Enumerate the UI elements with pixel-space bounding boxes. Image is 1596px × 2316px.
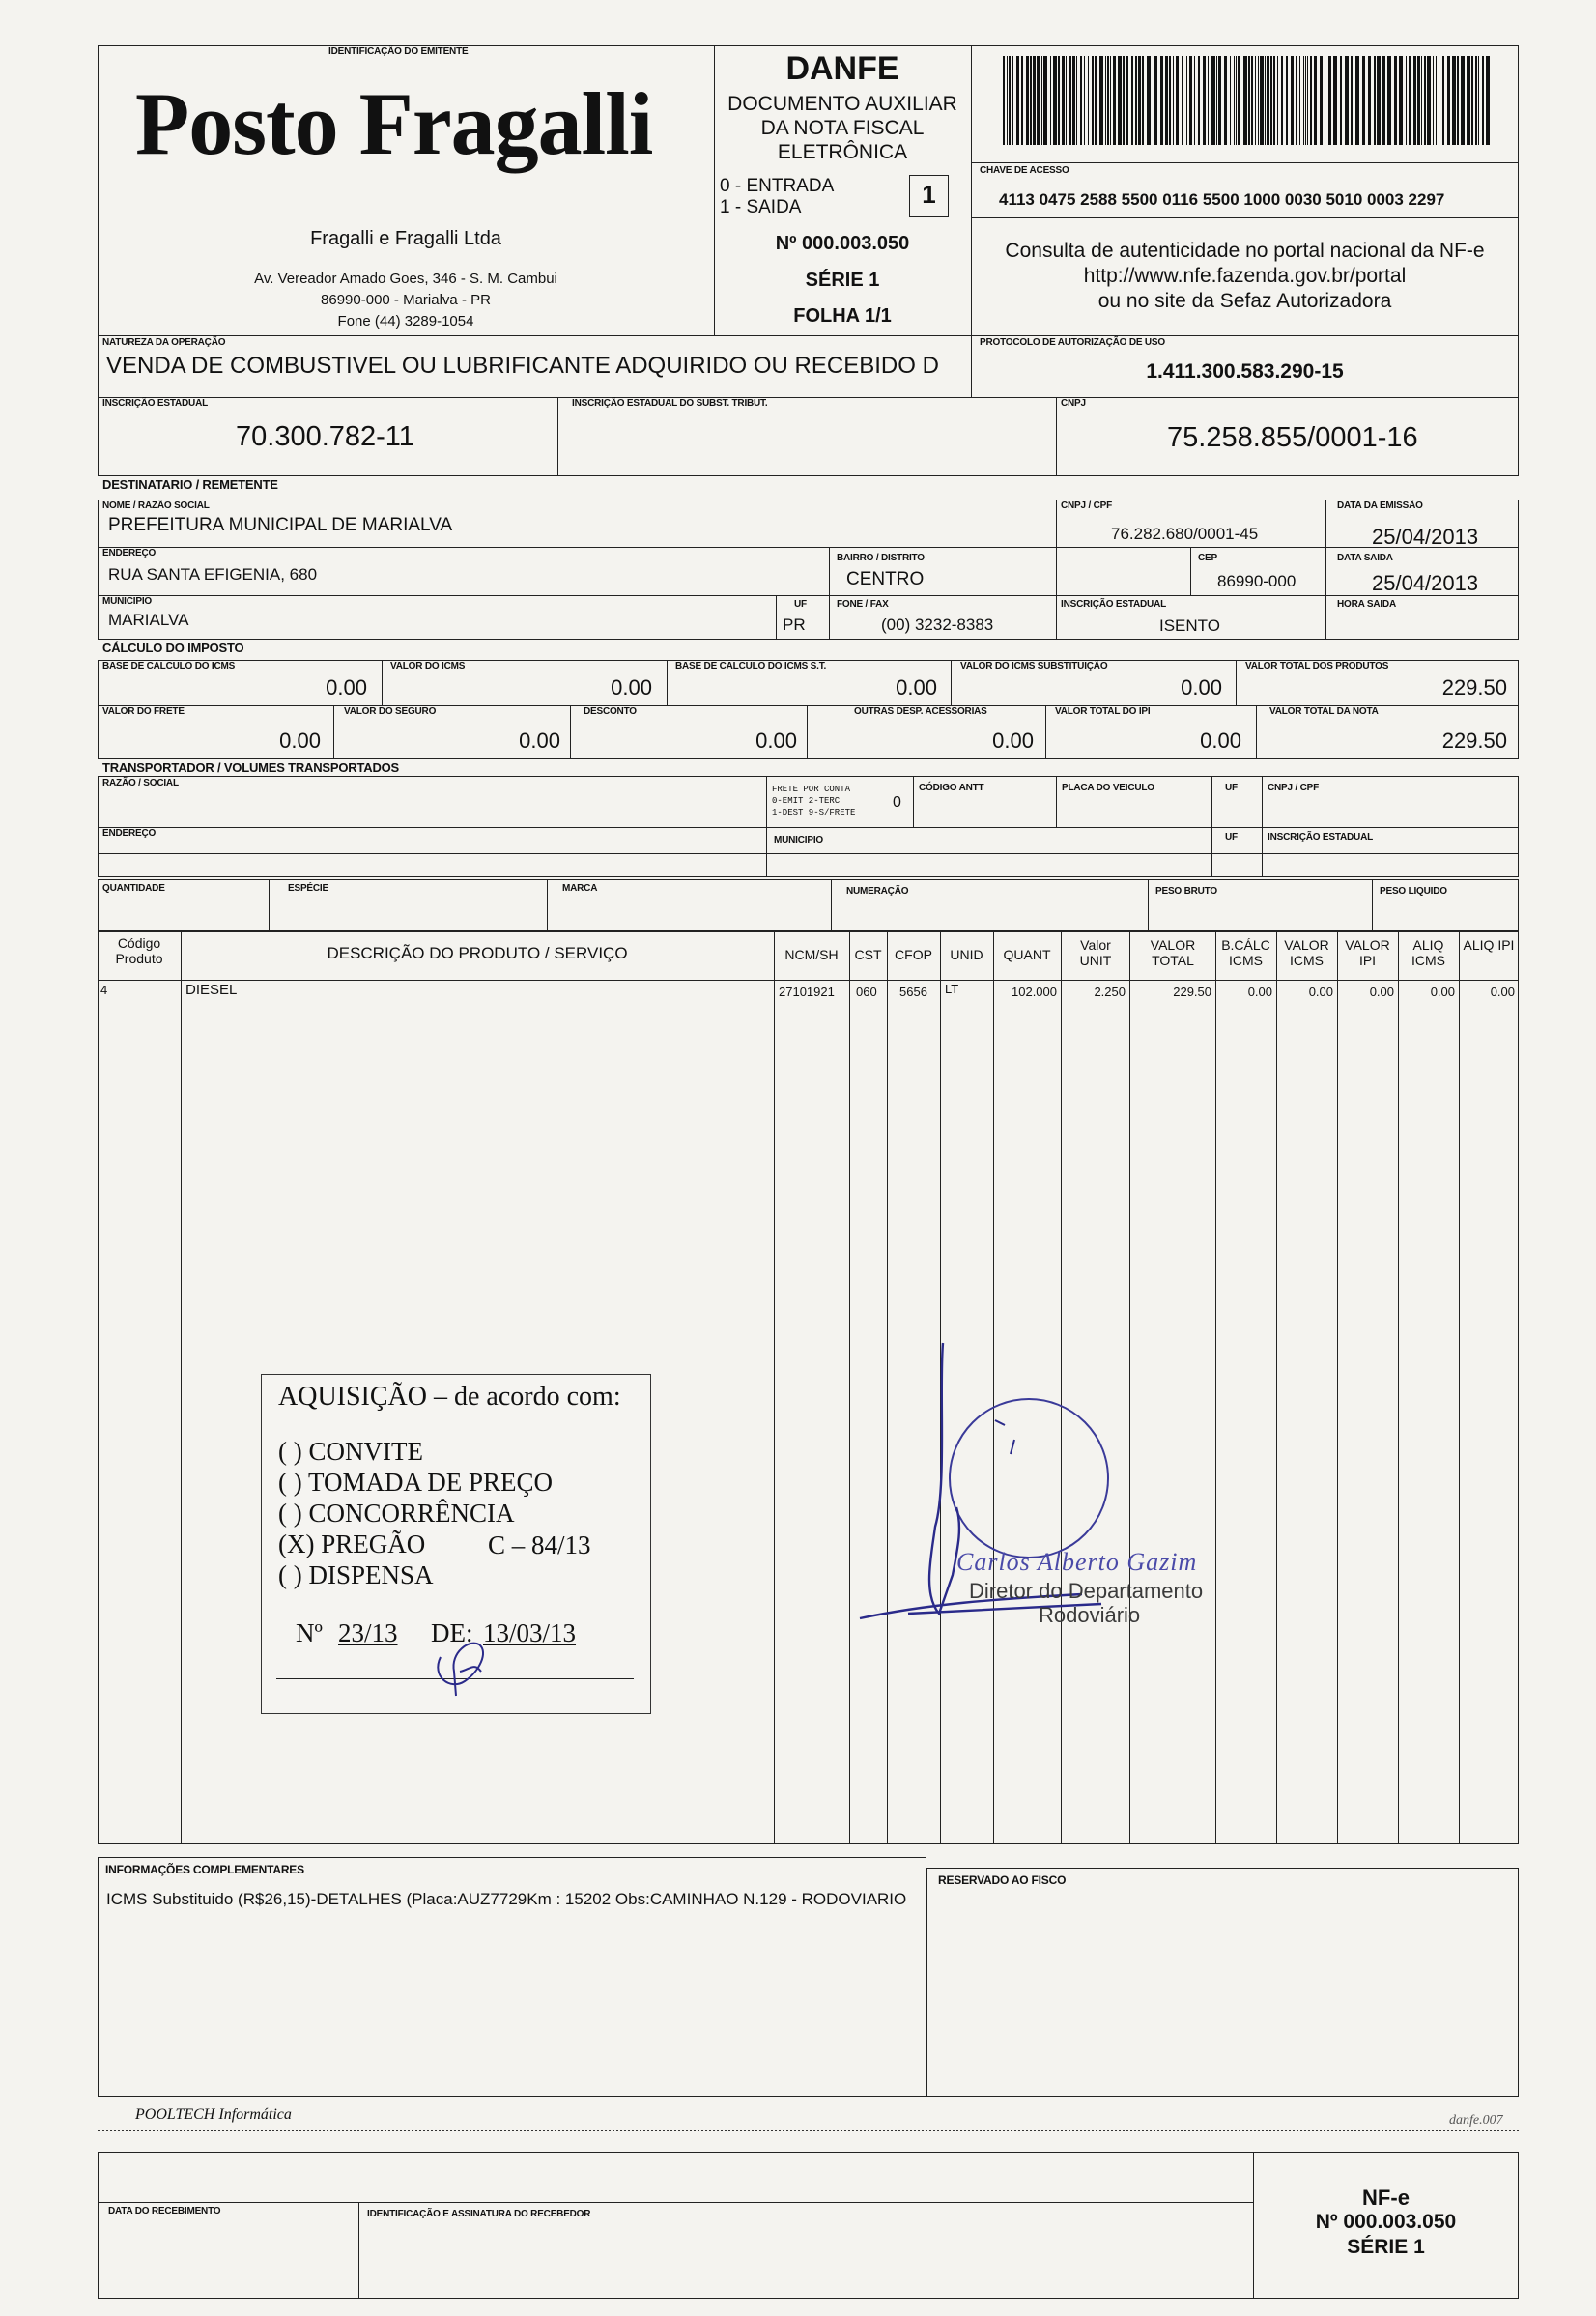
barcode-bar	[1072, 56, 1075, 145]
col-valor-ipi: VALOR IPI	[1345, 937, 1390, 968]
barcode-bar	[1457, 56, 1459, 145]
barcode-bar	[1126, 56, 1128, 145]
complementares-label: INFORMAÇÕES COMPLEMENTARES	[105, 1863, 304, 1876]
barcode-bar	[1154, 56, 1157, 145]
barcode-bar	[1016, 56, 1019, 145]
assinatura-recebedor-label: IDENTIFICAÇÃO E ASSINATURA DO RECEBEDOR	[367, 2209, 591, 2219]
row-valor-total: 229.50	[1173, 985, 1211, 999]
barcode-bar	[1218, 56, 1221, 145]
barcode-bar	[1107, 56, 1109, 145]
chave-value: 4113 0475 2588 5500 0116 5500 1000 0030 5010 0003 2297	[999, 190, 1445, 209]
base-icms-st: 0.00	[896, 675, 937, 700]
complementares-text: ICMS Substituido (R$26,15)-DETALHES (Placa:AUZ7729Km : 15202 Obs:CAMINHAO N.129 - RODOVIARIO	[106, 1890, 907, 1908]
barcode-bar	[1305, 56, 1306, 145]
valor-frete: 0.00	[279, 729, 321, 753]
dest-bairro: CENTRO	[846, 569, 925, 589]
barcode-bar	[1173, 56, 1174, 145]
canhoto-serie: SÉRIE 1	[1347, 2236, 1425, 2258]
barcode-bar	[1421, 56, 1422, 145]
barcode-bar	[1058, 56, 1060, 145]
outras-despesas: 0.00	[992, 729, 1034, 753]
barcode-bar	[1037, 56, 1040, 145]
barcode-bar	[1198, 56, 1200, 145]
destinatario-section-label: DESTINATARIO / REMETENTE	[102, 477, 278, 492]
barcode-bar	[1088, 56, 1089, 145]
emitente-fone: Fone (44) 3289-1054	[337, 313, 474, 329]
barcode-bar	[1099, 56, 1103, 145]
barcode-bar	[1467, 56, 1468, 145]
barcode-bar	[1224, 56, 1227, 145]
col-codigo: Código Produto	[115, 935, 163, 966]
barcode-bar	[1267, 56, 1269, 145]
barcode-bar	[1427, 56, 1431, 145]
barcode-bar	[1238, 56, 1240, 145]
barcode-bar	[1160, 56, 1163, 145]
dest-fone: (00) 3232-8383	[881, 615, 994, 634]
barcode-bar	[1409, 56, 1411, 145]
barcode-bar	[1043, 56, 1047, 145]
barcode-bar	[1176, 56, 1179, 145]
software-credit: POOLTECH Informática	[135, 2106, 292, 2123]
barcode-bar	[1243, 56, 1247, 145]
natureza-label: NATUREZA DA OPERAÇÃO	[102, 337, 226, 348]
barcode-bar	[1333, 56, 1337, 145]
barcode-bar	[1012, 56, 1013, 145]
barcode-bar	[1113, 56, 1116, 145]
cnpj-emit-value: 75.258.855/0001-16	[1167, 422, 1418, 453]
barcode-bar	[1475, 56, 1477, 145]
modalidade-frete: 0	[893, 794, 901, 811]
barcode-bar	[1447, 56, 1450, 145]
barcode-bar	[1258, 56, 1259, 145]
stamp-pregao-ref: C – 84/13	[488, 1530, 591, 1559]
col-valor-total: VALOR TOTAL	[1150, 937, 1196, 968]
barcode-bar	[1482, 56, 1484, 145]
row-valor-icms: 0.00	[1308, 985, 1333, 999]
barcode-bar	[1138, 56, 1141, 145]
barcode-bar	[1110, 56, 1111, 145]
barcode-bar	[1478, 56, 1479, 145]
total-nota: 229.50	[1441, 729, 1507, 753]
dest-municipio: MARIALVA	[108, 611, 189, 629]
ie-label: INSCRIÇÃO ESTADUAL	[102, 398, 208, 409]
barcode-bar	[1442, 56, 1444, 145]
barcode-bar	[1009, 56, 1011, 145]
barcode-bar	[1307, 56, 1308, 145]
barcode-bar	[1486, 56, 1490, 145]
dest-ie: ISENTO	[1159, 616, 1220, 635]
barcode-bar	[1095, 56, 1097, 145]
danfe-numero: Nº 000.003.050	[775, 233, 910, 254]
barcode-bar	[1147, 56, 1151, 145]
row-bc-icms: 0.00	[1247, 985, 1272, 999]
dest-cnpj: 76.282.680/0001-45	[1111, 525, 1259, 543]
ie-st-label: INSCRIÇÃO ESTADUAL DO SUBST. TRIBUT.	[572, 398, 768, 409]
barcode-bar	[1368, 56, 1371, 145]
dest-cep: 86990-000	[1217, 572, 1297, 590]
danfe-subtitle-2: DA NOTA FISCAL	[760, 117, 925, 139]
signature-cargo-1: Diretor do Departamento	[969, 1579, 1204, 1603]
danfe-subtitle-1: DOCUMENTO AUXILIAR	[727, 93, 957, 115]
imposto-section-label: CÁLCULO DO IMPOSTO	[102, 641, 244, 655]
barcode-bar	[1394, 56, 1397, 145]
stamp-pregao: (X) PREGÃO	[278, 1530, 426, 1558]
barcode-bar	[1041, 56, 1042, 145]
emitente-cep-cidade: 86990-000 - Marialva - PR	[321, 292, 491, 308]
barcode-bar	[1461, 56, 1465, 145]
canhoto-nfe: NF-e	[1362, 2186, 1410, 2210]
barcode-bar	[1236, 56, 1237, 145]
barcode-bar	[1123, 56, 1125, 145]
barcode-bar	[1182, 56, 1183, 145]
col-descricao: DESCRIÇÃO DO PRODUTO / SERVIÇO	[327, 944, 628, 962]
barcode-bar	[1471, 56, 1473, 145]
barcode-bar	[1377, 56, 1381, 145]
barcode-bar	[1413, 56, 1416, 145]
barcode-bar	[1296, 56, 1297, 145]
protocolo-label: PROTOCOLO DE AUTORIZAÇÃO DE USO	[980, 337, 1165, 348]
company-logo: Posto Fragalli	[135, 74, 653, 173]
protocolo-value: 1.411.300.583.290-15	[1146, 360, 1344, 383]
barcode-bar	[1165, 56, 1168, 145]
barcode-bar	[1053, 56, 1057, 145]
barcode-bar	[1131, 56, 1133, 145]
barcode-bar	[1118, 56, 1122, 145]
barcode-bar	[1234, 56, 1235, 145]
barcode-bar	[1169, 56, 1171, 145]
dest-endereco: RUA SANTA EFIGENIA, 680	[108, 565, 318, 584]
barcode-bar	[1092, 56, 1094, 145]
valor-seguro: 0.00	[519, 729, 560, 753]
col-valor-unit: Valor UNIT	[1079, 937, 1112, 968]
barcode-bar	[1203, 56, 1206, 145]
barcode-bar	[1186, 56, 1187, 145]
barcode-bar	[1069, 56, 1071, 145]
barcode-bar	[1066, 56, 1067, 145]
fisco-label: RESERVADO AO FISCO	[938, 1873, 1067, 1887]
barcode-bar	[1273, 56, 1275, 145]
barcode-bar	[1314, 56, 1317, 145]
barcode-bar	[1248, 56, 1250, 145]
barcode-bar	[1281, 56, 1283, 145]
row-aliq-ipi: 0.00	[1490, 985, 1515, 999]
barcode-bar	[1208, 56, 1209, 145]
danfe-serie: SÉRIE 1	[805, 270, 880, 291]
dest-saida: 25/04/2013	[1372, 571, 1479, 595]
stamp-title: AQUISIÇÃO – de acordo com:	[278, 1382, 621, 1412]
barcode	[1001, 56, 1494, 145]
barcode-bar	[1406, 56, 1407, 145]
barcode-bar	[1340, 56, 1342, 145]
barcode-bar	[1026, 56, 1029, 145]
barcode-bar	[1251, 56, 1253, 145]
barcode-bar	[1417, 56, 1420, 145]
barcode-bar	[1424, 56, 1426, 145]
danfe-tipo: 1	[922, 180, 936, 209]
barcode-bar	[1299, 56, 1300, 145]
barcode-bar	[1021, 56, 1023, 145]
dest-emissao: 25/04/2013	[1372, 525, 1479, 549]
ie-value: 70.300.782-11	[236, 421, 414, 452]
total-produtos: 229.50	[1441, 675, 1507, 700]
danfe-saida: 1 - SAIDA	[720, 197, 802, 217]
row-valor-ipi: 0.00	[1369, 985, 1394, 999]
barcode-bar	[1211, 56, 1215, 145]
row-cst: 060	[856, 985, 877, 999]
danfe-entrada: 0 - ENTRADA	[720, 176, 835, 196]
barcode-bar	[1050, 56, 1051, 145]
barcode-bar	[1076, 56, 1077, 145]
danfe-title: DANFE	[785, 50, 899, 87]
canhoto-numero: Nº 000.003.050	[1315, 2211, 1457, 2233]
col-cfop: CFOP	[895, 947, 932, 962]
barcode-bar	[1255, 56, 1256, 145]
col-valor-icms: VALOR ICMS	[1284, 937, 1329, 968]
row-codigo: 4	[100, 983, 108, 997]
consulta-line-1: Consulta de autenticidade no portal nacional da NF-e	[1005, 240, 1485, 262]
row-cfop: 5656	[899, 985, 927, 999]
barcode-bar	[1387, 56, 1391, 145]
barcode-bar	[1194, 56, 1195, 145]
barcode-bar	[1355, 56, 1359, 145]
barcode-bar	[1265, 56, 1266, 145]
transportador-section-label: TRANSPORTADOR / VOLUMES TRANSPORTADOS	[102, 760, 400, 775]
signature-name: Carlos Alberto Gazim	[956, 1548, 1198, 1576]
barcode-bar	[1062, 56, 1065, 145]
barcode-bar	[1310, 56, 1312, 145]
danfe-subtitle-3: ELETRÔNICA	[777, 141, 908, 163]
valor-ipi: 0.00	[1200, 729, 1241, 753]
barcode-bar	[1080, 56, 1082, 145]
barcode-bar	[1351, 56, 1353, 145]
stamp-numero: 23/13	[338, 1618, 398, 1647]
barcode-bar	[1260, 56, 1264, 145]
barcode-bar	[1362, 56, 1365, 145]
barcode-bar	[1105, 56, 1106, 145]
barcode-bar	[1135, 56, 1137, 145]
col-quant: QUANT	[1003, 947, 1051, 962]
valor-icms: 0.00	[611, 675, 652, 700]
barcode-bar	[1084, 56, 1085, 145]
barcode-bar	[1030, 56, 1032, 145]
stamp-initials-signature	[421, 1633, 508, 1701]
consulta-line-2: http://www.nfe.fazenda.gov.br/portal	[1083, 265, 1407, 287]
barcode-bar	[1189, 56, 1192, 145]
col-cst: CST	[854, 947, 882, 962]
danfe-code: danfe.007	[1449, 2113, 1503, 2128]
barcode-bar	[1142, 56, 1144, 145]
base-icms: 0.00	[326, 675, 367, 700]
cnpj-emit-label: CNPJ	[1061, 398, 1086, 409]
barcode-bar	[1433, 56, 1434, 145]
desconto: 0.00	[755, 729, 797, 753]
dest-uf: PR	[783, 615, 806, 634]
col-unid: UNID	[950, 947, 983, 962]
barcode-bar	[1382, 56, 1385, 145]
barcode-bar	[1003, 56, 1005, 145]
barcode-bar	[1374, 56, 1376, 145]
row-valor-unit: 2.250	[1094, 985, 1126, 999]
barcode-bar	[1216, 56, 1217, 145]
danfe-folha: FOLHA 1/1	[793, 305, 892, 327]
consulta-line-3: ou no site da Sefaz Autorizadora	[1097, 290, 1392, 312]
barcode-bar	[1291, 56, 1294, 145]
valor-icms-st: 0.00	[1181, 675, 1222, 700]
col-ncm: NCM/SH	[784, 947, 839, 962]
barcode-bar	[1328, 56, 1331, 145]
barcode-bar	[1033, 56, 1036, 145]
dest-nome: PREFEITURA MUNICIPAL DE MARIALVA	[108, 515, 453, 535]
col-bc-icms: B.CÁLC ICMS	[1221, 937, 1270, 968]
barcode-bar	[1303, 56, 1304, 145]
barcode-bar	[1468, 56, 1470, 145]
barcode-bar	[1230, 56, 1231, 145]
emitente-endereco: Av. Vereador Amado Goes, 346 - S. M. Cambui	[254, 271, 557, 287]
natureza-value: VENDA DE COMBUSTIVEL OU LUBRIFICANTE ADQUIRIDO OU RECEBIDO D	[106, 353, 939, 379]
barcode-bar	[1436, 56, 1437, 145]
emitente-razao-social: Fragalli e Fragalli Ltda	[310, 228, 501, 249]
stamp-data: 13/03/13	[483, 1618, 577, 1647]
barcode-bar	[1320, 56, 1323, 145]
chave-label: CHAVE DE ACESSO	[980, 165, 1069, 176]
recebimento-label: DATA DO RECEBIMENTO	[108, 2206, 221, 2216]
barcode-bar	[1007, 56, 1008, 145]
barcode-bar	[1277, 56, 1278, 145]
row-descricao: DIESEL	[185, 982, 238, 998]
row-unid: LT	[945, 982, 959, 996]
emitente-section-label: IDENTIFICAÇÃO DO EMITENTE	[328, 46, 469, 57]
signature-cargo-2: Rodoviário	[1039, 1603, 1141, 1627]
barcode-bar	[1286, 56, 1288, 145]
col-aliq-icms: ALIQ ICMS	[1411, 937, 1445, 968]
barcode-bar	[1399, 56, 1403, 145]
row-quant: 102.000	[1012, 985, 1057, 999]
row-aliq-icms: 0.00	[1430, 985, 1455, 999]
col-aliq-ipi: ALIQ IPI	[1463, 937, 1515, 953]
row-ncm: 27101921	[779, 985, 835, 999]
barcode-bar	[1345, 56, 1349, 145]
barcode-bar	[1270, 56, 1272, 145]
barcode-bar	[1452, 56, 1456, 145]
